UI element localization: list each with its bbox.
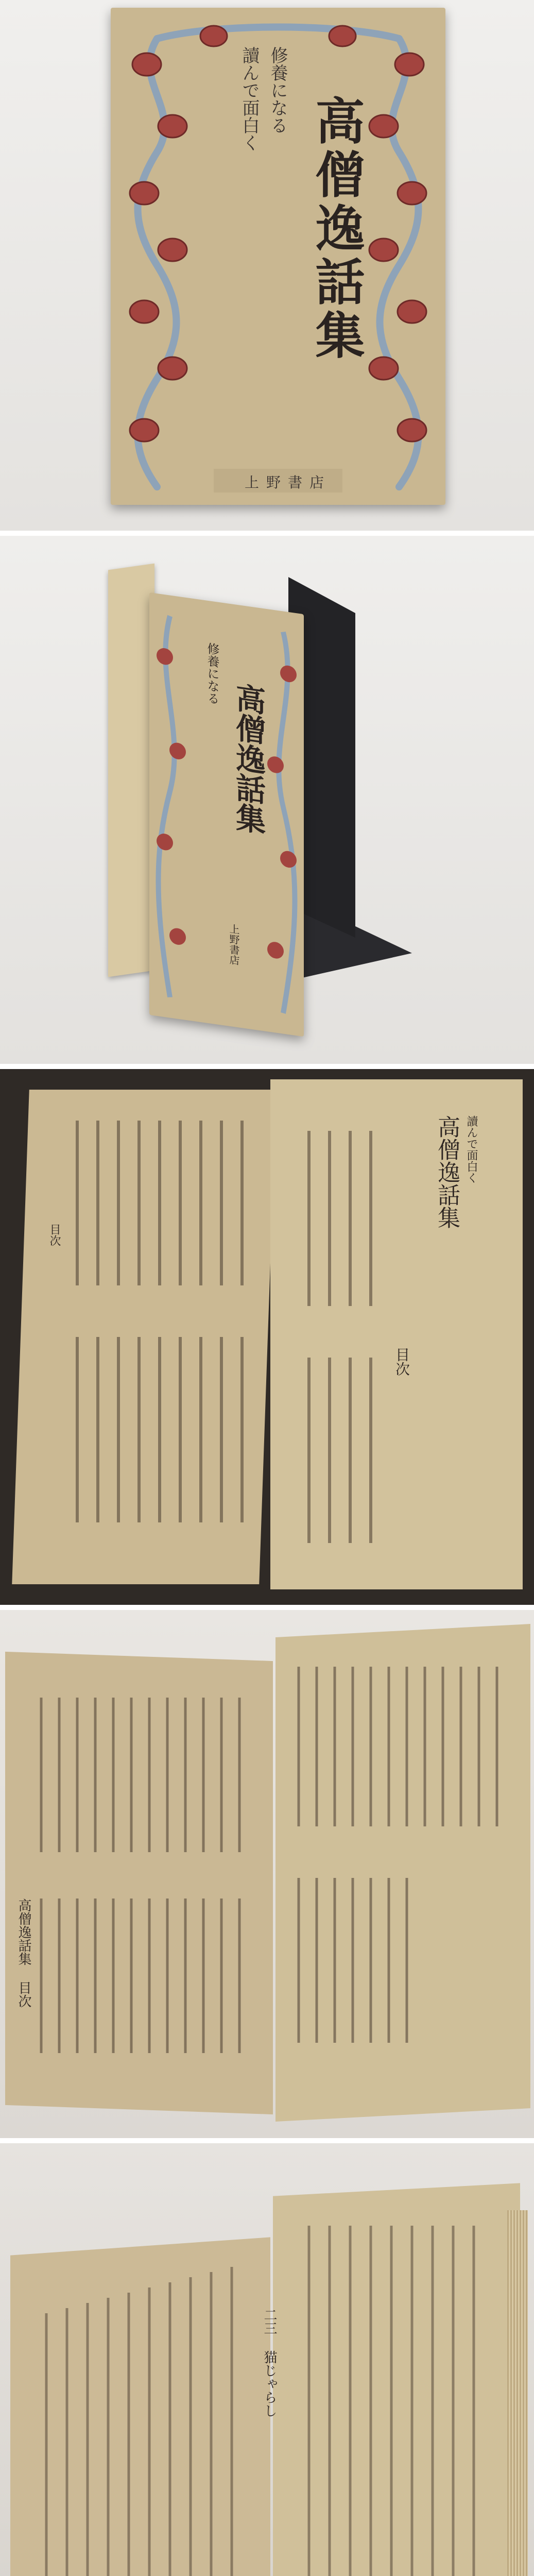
cover-title: 高僧逸話集: [307, 95, 366, 363]
text1-lines: [0, 2143, 534, 2576]
book-spine-block: [108, 564, 154, 977]
chapter-heading-a: 二三 猫じゃらし: [262, 2308, 277, 2417]
photo-text-spread-1: [0, 2143, 534, 2576]
cover-subtitle-left: 讀んで面白く: [239, 46, 260, 151]
toc-heading: 目次: [393, 1347, 410, 1376]
photo-front-cover: [0, 0, 534, 531]
toc-subtitle: 讀んで面白く: [465, 1115, 478, 1183]
book-cover-angled: [149, 592, 304, 1037]
photo-toc-opening: [0, 1069, 534, 1605]
side-cover-publisher: 上野書店: [228, 923, 240, 966]
photo-toc-spread: [0, 1610, 534, 2138]
toc-text-lines: [0, 1069, 534, 1605]
book-front-cover: [111, 8, 445, 505]
spread-header: 高僧逸話集 目次: [16, 1899, 31, 2008]
photo-side-view: [0, 536, 534, 1064]
toc-heading-left: 目次: [48, 1224, 61, 1246]
side-cover-subtitle: 修養になる: [205, 641, 219, 706]
side-cover-title: 高僧逸話集: [231, 681, 266, 836]
spread-text-lines: [0, 1610, 534, 2138]
cover-publisher: 上野書店: [245, 474, 332, 491]
toc-book-title: 高僧逸話集: [434, 1115, 460, 1229]
cover-subtitle-right: 修養になる: [267, 46, 288, 134]
